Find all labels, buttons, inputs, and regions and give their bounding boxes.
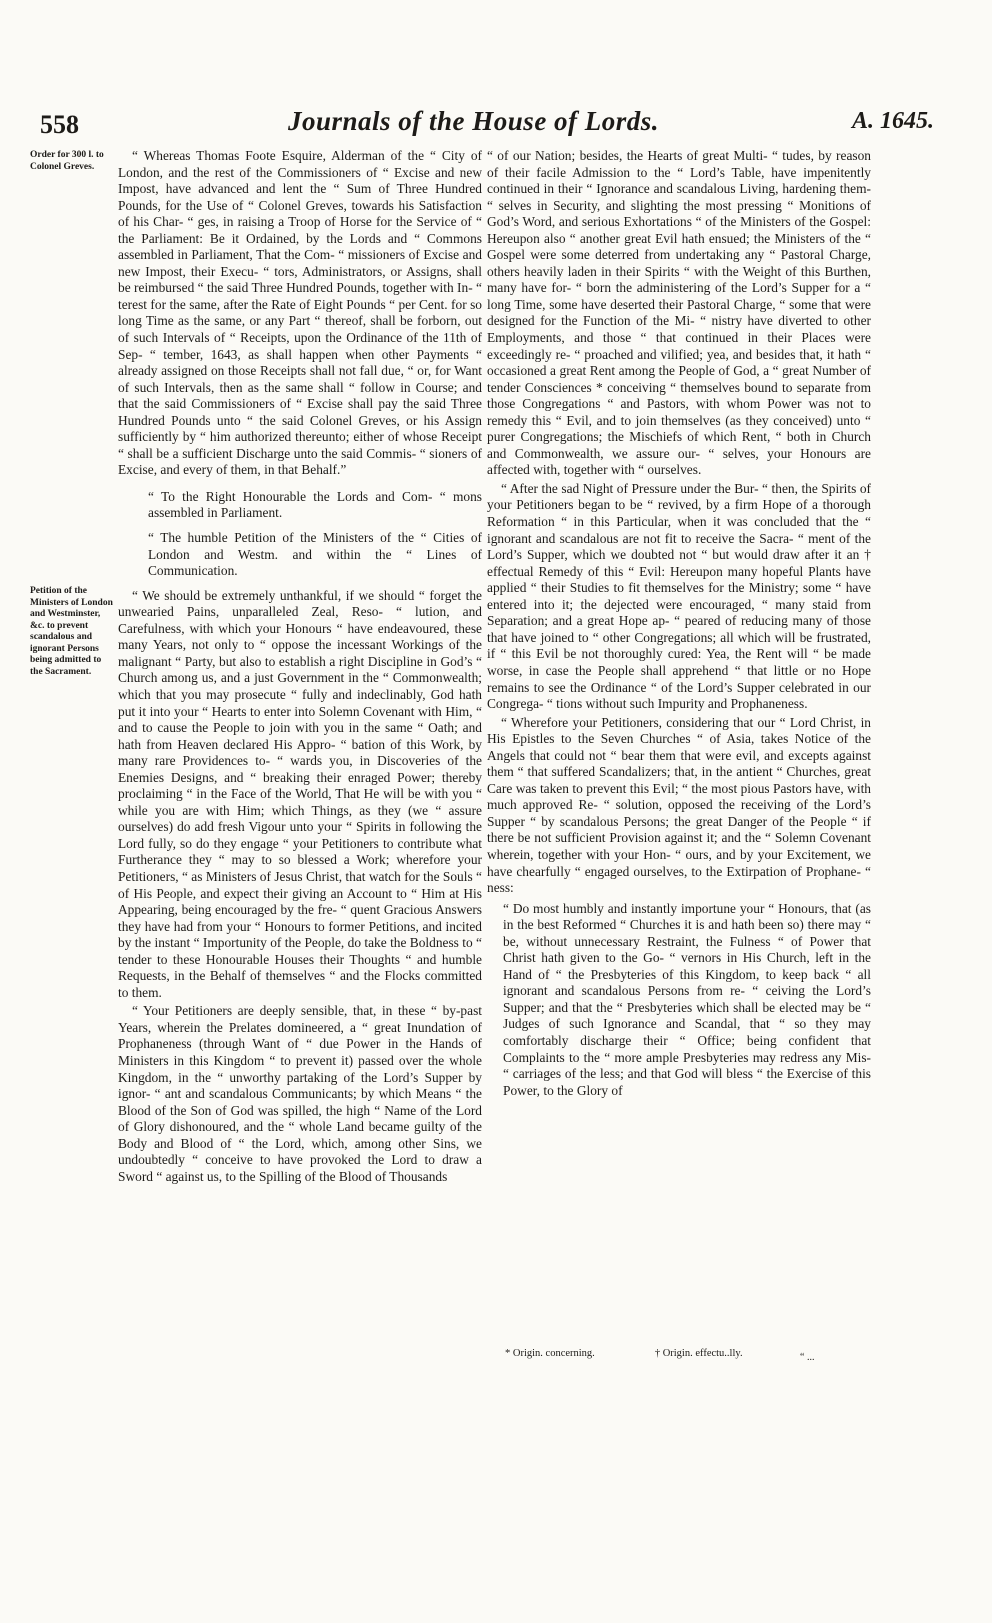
petition-request: “ Do most humbly and instantly importune your “ Honours, that (as in the best Reformed “ Churches it is and hath been so) there may “ be, without unnecessary Restraint, the Fulness “ of Power that Christ hath given to the Go- “ vernors in His Church, left in the Hand of “ the Presbyteries of this Kingdom, to keep back “ all ignorant and scandalous Persons from re- “ ceiving the Lord’s Supper; and that the “ Presbyteries which shall be elected may be “ Judges of such Ignorance and Scandal, that “ so they may comfortably discharge their “ Office; being confident that Complaints to the “ more ample Presbyteries may redress any Mis- “ carriages of the less; and that God will bless “ the Exercise of this Power, to the Glory of [503, 900, 871, 1098]
petition-paragraph-2-continued: “ of our Nation; besides, the Hearts of great Multi- “ tudes, by reason of their facile Admission to the “ Lord’s Table, have impenitently continued in their “ Ignorance and scandalous Living, hardening them- “ selves in Security, and slighting the most pressing “ Monitions of God’s Word, and serious Exhortations “ of the Ministers of the Gospel: Hereupon also “ another great Evil hath ensued; the Ministers of the “ Gospel were some deterred from undertaking any “ Pastoral Charge, others heavily laden in their Spirits “ with the Weight of this Burthen, many have for- “ born the administering of the Lord’s Supper for a “ long Time, some have deserted their Pastoral Charge, “ some that were designed for the Function of the Mi- “ nistry have diverted to other Employments, and those “ that continued in their Places were exceedingly re- “ proached and vilified; yea, and besides that, it hath “ occasioned a great Rent among the People of God, a “ great Number of tender Consciences * conceiving “ themselves bound to separate from those Congregations “ and Pastors, with whom Power was not to remedy this “ Evil, and to join themselves (as they conceived) unto “ purer Congregations; the Mischiefs of which Rent, “ both in Church and Commonwealth, we assure our- “ selves, your Honours are affected with, together with “ ourselves. [487, 148, 871, 478]
petition-paragraph-3: “ After the sad Night of Pressure under the Bur- “ then, the Spirits of your Petitioners began to be “ revived, by a firm Hope of a thorough Reformation “ in this Particular, when it was concluded that the “ ignorant and scandalous are not fit to receive the Sacra- “ ment of the Lord’s Supper, which we doubted not “ but would draw after it an † effectual Remedy of this “ Evil: Hereupon many hopeful Plants have applied “ their Studies to fit themselves for the Ministry; some “ have entered into it; the dejected were encouraged, “ many staid from Separation; and a great Hope ap- “ peared of reducing many of those that have joined to “ other Congregations; all which will be frustrated, if “ this Evil be not thoroughly cured: Yea, the Rent will “ be made worse, in case the People shall apprehend “ that little or no Hope remains to see the Ordinance “ of the Lord’s Supper celebrated in our Congrega- “ tions without such Impurity and Prophaneness. [487, 480, 871, 712]
petition-paragraph-2: “ Your Petitioners are deeply sensible, that, in these “ by-past Years, wherein the Prelates domineered, a “ great Inundation of Prophaneness (through Want of “ due Power in the Hands of Ministers in this Kingdom “ to prevent it) passed over the whole Kingdom, in the “ unworthy partaking of the Lord’s Supper by ignor- “ ant and scandalous Communicants; by which Means “ the Blood of the Son of God was spilled, the high “ Name of the Lord of Glory dishonoured, and the “ whole Land became guilty of the Body and Blood of “ the Lord, which, among other Sins, we undoubtedly “ conceive to have provoked the Lord to draw a Sword “ against us, to the Spilling of the Blood of Thousands [118, 1003, 482, 1184]
page-header [0, 100, 992, 140]
page-year: A. 1645. [851, 108, 934, 134]
order-paragraph: “ Whereas Thomas Foote Esquire, Alderman of the “ City of London, and the rest of the Commissioners of “ Excise and new Impost, have advanced and lent the “ Sum of Three Hundred Pounds, for the Use of “ Colonel Greves, towards his Satisfaction of his Char- “ ges, in raising a Troop of Horse for the Service of “ the Parliament: Be it Ordained, by the Lords and “ Commons assembled in Parliament, That the Com- “ missioners of Excise and new Impost, their Execu- “ tors, Administrators, or Assigns, shall be reimbursed “ the said Three Hundred Pounds, together with In- “ terest for the same, after the Rate of Eight Pounds “ per Cent. for so long Time as the same, or any Part “ thereof, shall be forborn, out of such Intervals of “ Receipts, upon the Ordinance of the 11th of Sep- “ tember, 1643, as shall happen when other Payments “ already assigned on those Receipts shall not fall due, “ or, for Want of such Intervals, then as the same shall “ follow in Course; and that the said Commissioners of “ Excise shall pay the said Three Hundred Pounds unto “ the said Colonel Greves, or his Assign sufficiently by “ him authorized thereunto; either of whose Receipt “ shall be a sufficient Discharge unto the said Commis- “ sioners of Excise, and every of them, in that Behalf.” [118, 148, 482, 478]
section-spacer [118, 479, 482, 489]
margin-note-order: Order for 300 l. to Colonel Greves. [30, 150, 104, 172]
catchword: “ ... [800, 1352, 815, 1363]
petition-paragraph-4: “ Wherefore your Petitioners, considering that our “ Lord Christ, in His Epistles to the Seven Churches “ of Asia, takes Notice of the Angels that could not “ bear them that were evil, and excepts against them “ that suffered Scandalizers; that, in the antient “ Churches, great Care was taken to prevent this Evil; “ the most pious Pastors have, with much approved Re- “ solution, opposed the receiving of the Lord’s Supper “ by scandalous Persons; the great Danger of the People “ if there be not sufficient Provision against it; and the “ Solemn Covenant wherein, together with your Hon- “ ours, and by your Excitement, we have chearfully “ engaged ourselves, to the Extirpation of Prophane- “ ness: [487, 714, 871, 896]
running-title: Journals of the House of Lords. [288, 106, 660, 136]
page-number: 558 [40, 110, 79, 139]
petition-address: “ To the Right Honourable the Lords and Com- “ mons assembled in Parliament. [148, 488, 482, 521]
footnote-asterisk: * Origin. concerning. [505, 1348, 595, 1359]
petition-title: “ The humble Petition of the Ministers of the “ Cities of London and Westm. and within the “ Lines of Communication. [148, 530, 482, 579]
left-column [118, 148, 482, 1185]
petition-paragraph-1: “ We should be extremely unthankful, if we should “ forget the unwearied Pains, unparalleled Zeal, Reso- “ lution, and Carefulness, with which your Honours “ have endeavoured, these many Years, not only to “ oppose the incessant Workings of the malignant “ Party, but also to establish a right Discipline in God’s “ Church among us, and a just Government in the “ Commonwealth; which that you may prosecute “ fully and indeclinably, God hath put it into your “ Hearts to enter into Solemn Covenant with Him, “ and to cause the People to join with you in the same “ Oath; and hath from Heaven declared His Appro- “ bation of this Work, by many rare Providences to- “ wards you, in Discoveries of the Enemies Designs, and “ breaking their enraged Power; thereby proclaiming “ in the Face of the World, That He will be with you “ while you are with Him; which Things, as they (we “ assure ourselves) do add fresh Vigour unto your “ Spirits in following the Lord fully, so do they engage “ your Petitioners to contribute what Furtherance they “ may to so blessed a Work; wherefore your Petitioners, “ as Ministers of Jesus Christ, that watch for the Souls “ of His People, and expect their giving an Account to “ Him at His Appearing, being encouraged by the fre- “ quent Gracious Answers they have had from your “ Honours to former Petitions, and incited by the instant “ Importunity of the People, do take the Boldness to “ tender to these Honourable Houses their Thoughts “ and humble Requests, in the Behalf of themselves “ and the Flocks committed to them. [118, 587, 482, 1000]
footnote-dagger: † Origin. effectu..lly. [654, 1348, 743, 1359]
right-column [487, 148, 871, 1099]
margin-note-petition: Petition of the Ministers of London and Westminster, &c. to prevent scandalous and ignorant Persons being admitted to the Sacrament. [30, 586, 113, 677]
